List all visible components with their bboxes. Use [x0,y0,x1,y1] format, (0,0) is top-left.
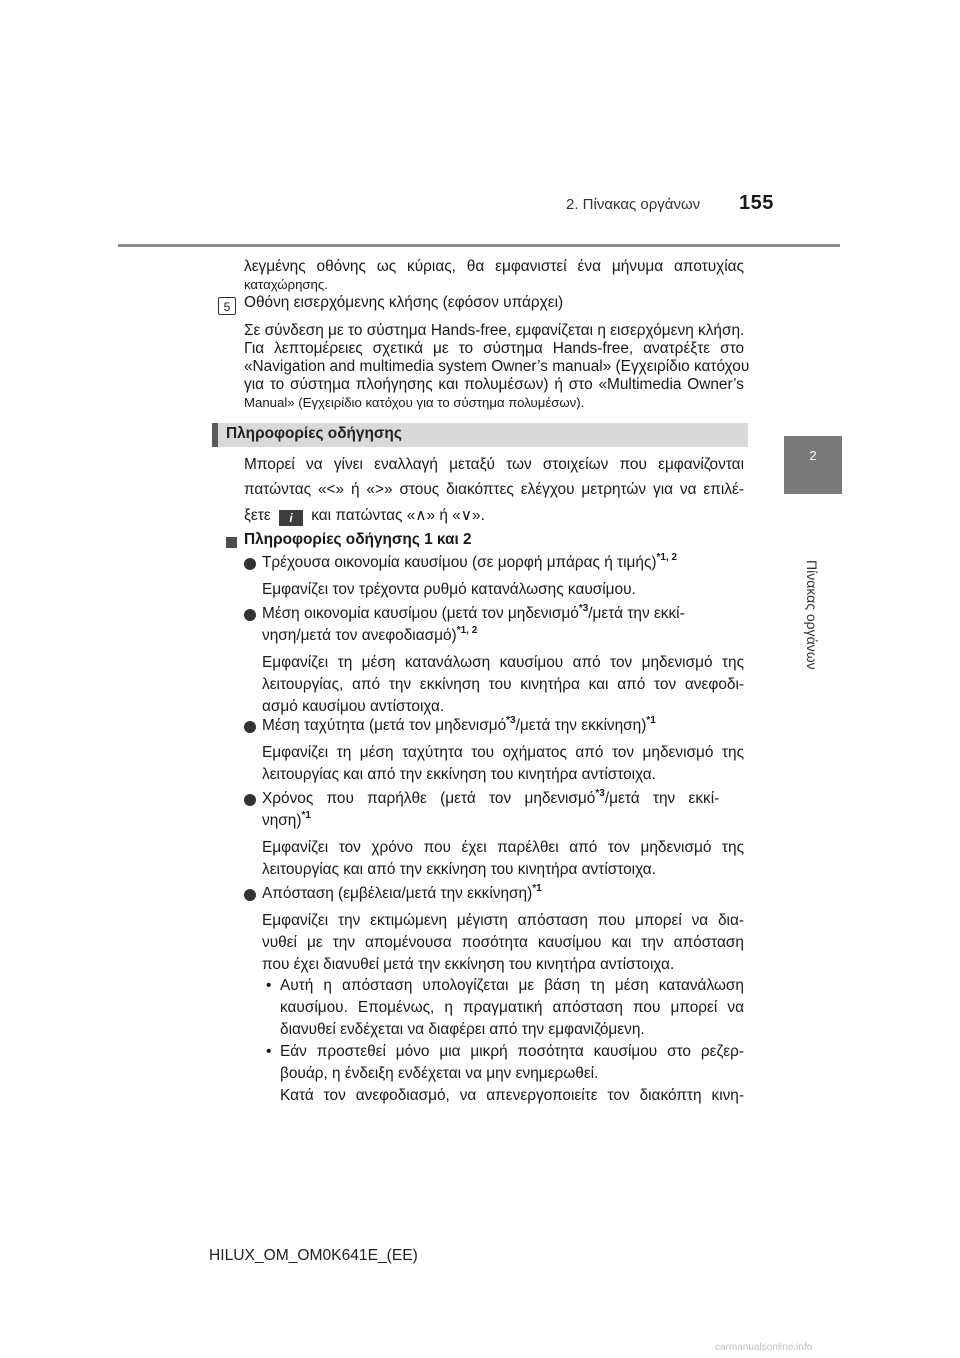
item-title-part: νηση) [262,812,302,829]
footnote-ref: *3 [595,788,605,799]
info-paragraph-text: ξετε [244,507,271,524]
item5-title: Οθόνη εισερχόμενης κλήσης (εφόσον υπάρχει) [244,294,564,311]
item-description: Εμφανίζει τη μέση κατανάλωση καυσίμου από τον μηδενισμό της [262,654,744,671]
intro-line-1: λεγμένης οθόνης ως κύριας, θα εμφανιστεί ένα μήνυμα αποτυχίας [244,258,744,275]
chapter-tab [784,436,842,494]
item-title-part: /μετά την εκκί- [588,605,685,622]
item-title-text [262,603,685,623]
item-description: που έχει διανυθεί μετά την εκκίνηση του κινητήρα αντίστοιχα. [262,956,675,973]
bullet-text: Εάν προστεθεί μόνο μια μικρή ποσότητα καυσίμου στο ρεζερ- [280,1043,744,1060]
footnote-ref: *1 [301,810,311,821]
round-bullet-icon [244,794,256,806]
footnote-ref: *3 [578,603,589,614]
item-number-badge: 5 [218,297,236,315]
item5-line: Manual» (Εγχειρίδιο κατόχου για το σύστημα πολυμέσων). [244,395,585,410]
bullet-text: καυσίμου. Επομένως, η πραγματική απόσταση που μπορεί να [280,999,744,1016]
info-paragraph-line-3 [244,506,485,526]
item-description: λειτουργίας, από την εκκίνηση του κινητήρα και από τον ανεφοδι- [262,676,744,693]
round-bullet-icon [244,609,256,621]
header-divider [118,244,840,247]
item-description: ασμό καυσίμου αντίστοιχα. [262,698,445,715]
square-bullet-icon [226,537,237,548]
item-title [262,715,656,735]
item-description: Εμφανίζει τον χρόνο που έχει παρέλθει από τον μηδενισμό της [262,839,744,856]
item-title-part: Μέση ταχύτητα (μετά τον μηδενισμό [262,717,507,734]
item-description: Εμφανίζει τον τρέχοντα ρυθμό κατανάλωσης καυσίμου. [262,581,636,598]
header-section-title: 2. Πίνακας οργάνων [566,196,701,213]
footnote-ref: *1, 2 [456,625,478,636]
item-title [262,788,719,808]
item-description: λειτουργίας και από την εκκίνηση του κινητήρα αντίστοιχα. [262,861,656,878]
section-heading-accent [212,423,218,447]
round-bullet-icon [244,721,256,733]
item5-line: Για λεπτομέρειες σχετικά με το σύστημα Hands-free, ανατρέξτε στο [244,340,744,357]
item-description: Εμφανίζει την εκτιμώμενη μέγιστη απόσταση που μπορεί να δια- [262,912,744,929]
footnote-ref: *1 [532,883,542,894]
item-title-cont [262,625,477,645]
item5-line: Σε σύνδεση με το σύστημα Hands-free, εμφανίζεται η εισερχόμενη κλήση. [244,322,745,339]
item-description: Εμφανίζει τη μέση ταχύτητα του οχήματος από τον μηδενισμό της [262,744,744,761]
bullet-text: βουάρ, η ένδειξη ενδέχεται να μην ενημερωθεί. [280,1065,599,1082]
item-title-part: Απόσταση (εμβέλεια/μετά την εκκίνηση) [262,885,533,902]
watermark: carmanualsonline.info [715,1342,813,1353]
item-description: λειτουργίας και από την εκκίνηση του κινητήρα αντίστοιχα. [262,766,656,783]
info-paragraph-text: και πατώντας «∧» ή «∨». [311,507,485,524]
intro-paragraph [244,258,744,294]
info-paragraph-line-1: Μπορεί να γίνει εναλλαγή μεταξύ των στοιχείων που εμφανίζονται [244,456,744,473]
info-paragraph-line-2: πατώντας «<» ή «>» στους διακόπτες ελέγχου μετρητών για να επιλέ- [244,481,744,498]
footnote-ref: *1, 2 [656,552,678,563]
section-heading: Πληροφορίες οδήγησης [226,425,402,442]
subheading: Πληροφορίες οδήγησης 1 και 2 [244,531,472,548]
footnote-ref: *3 [506,715,516,726]
bullet-marker: • [266,1043,272,1060]
info-button-icon: i [279,510,303,526]
round-bullet-icon [244,889,256,901]
chapter-tab-number: 2 [809,448,817,463]
item-title-part: Χρόνος που παρήλθε (μετά τον μηδενισμό [262,790,596,807]
bullet-text: Αυτή η απόσταση υπολογίζεται με βάση τη μέση κατανάλωση [280,977,744,994]
bullet-text: Κατά τον ανεφοδιασμό, να απενεργοποιείτε τον διακόπτη κινη- [280,1087,744,1104]
page-number: 155 [739,192,774,214]
round-bullet-icon [244,558,256,570]
intro-line-2: καταχώρησης. [244,277,328,292]
bullet-text: διανυθεί ενδέχεται να διαφέρει από την εμφανιζόμενη. [280,1021,645,1038]
item5-line: «Navigation and multimedia system Owner’s manual» (Εγχειρίδιο κατόχου [244,358,750,375]
item5-description [244,322,750,412]
item-title [262,552,677,572]
item-title-text: Τρέχουσα οικονομία καυσίμου (σε μορφή μπάρας ή τιμής) [262,554,657,571]
item-title-part: νηση/μετά τον ανεφοδιασμό) [262,627,457,644]
document-code: HILUX_OM_OM0K641E_(EE) [209,1247,418,1264]
item-title-part: Μέση οικονομία καυσίμου (μετά τον μηδενισμό [262,605,579,622]
item-title-cont [262,810,311,830]
item-title-part: /μετά την εκκίνηση) [515,717,647,734]
item-title [262,883,542,903]
item-description: νυθεί με την απομένουσα ποσότητα καυσίμου και την απόσταση [262,934,744,951]
item-title [262,603,744,623]
chapter-tab-label [804,560,824,740]
item5-line: για το σύστημα πλοήγησης και πολυμέσων) ή στο «Multimedia Owner’s [244,376,744,393]
item-title-part: /μετά την εκκί- [604,790,720,807]
chapter-tab-label-text: Πίνακας οργάνων [804,560,820,670]
footnote-ref: *1 [646,715,656,726]
bullet-marker: • [266,977,272,994]
